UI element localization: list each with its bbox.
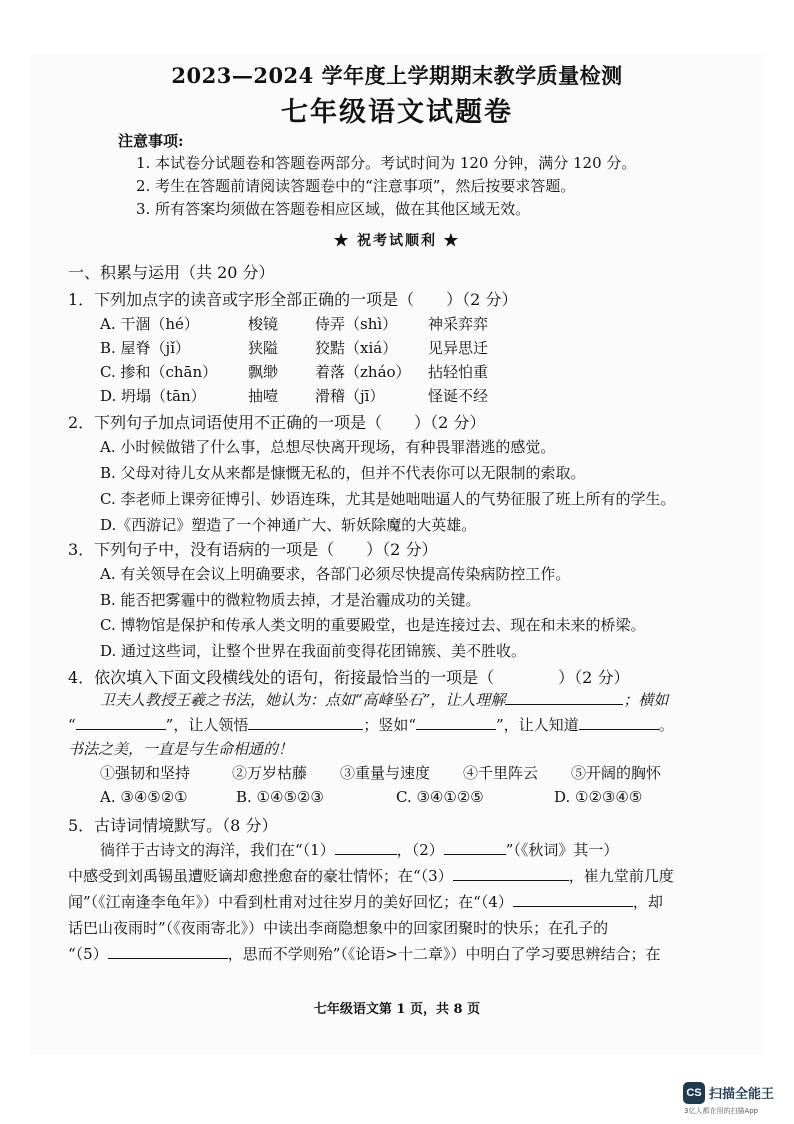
q1-option-a-word1: A. 干涸（hé） xyxy=(100,315,199,333)
q4-passage-line3: 书法之美，一直是与生命相通的！ xyxy=(68,740,294,758)
q4-choice-2: ②万岁枯藤 xyxy=(232,764,308,782)
q1-option-b-word4: 见异思迁 xyxy=(428,339,489,357)
q4-answer-d: D. ①②③④⑤ xyxy=(554,788,643,806)
answer-blank xyxy=(416,715,496,730)
note-item: 2. 考生在答题前请阅读答题卷中的“注意事项”，然后按要求答题。 xyxy=(136,177,576,195)
q2-option-b: B. 父母对待儿女从来都是慷慨无私的，但并不代表你可以无限制的索取。 xyxy=(100,464,586,482)
q1-option-c-word4: 拈轻怕重 xyxy=(428,363,489,381)
q1-option-a-word2: 梭镜 xyxy=(248,315,279,333)
camscanner-tagline: 3亿人都在用的扫描App xyxy=(684,1107,759,1115)
page-footer: 七年级语文第 1 页，共 8 页 xyxy=(313,1002,481,1017)
q5-line3: 闻”（《江南逢李龟年》）中看到杜甫对过往岁月的美好回忆；在“（4） ，却 xyxy=(68,893,663,911)
answer-blank xyxy=(248,715,363,730)
answer-blank xyxy=(453,866,569,881)
answer-blank xyxy=(505,690,623,705)
q1-option-b-word3: 狡黠（xiá） xyxy=(315,339,398,357)
q1-option-d-word3: 滑稽（jī） xyxy=(315,387,385,405)
answer-blank xyxy=(108,944,228,959)
q1-option-d-word2: 抽噎 xyxy=(248,387,279,405)
answer-blank xyxy=(76,715,166,730)
q4-choice-5: ⑤开阔的胸怀 xyxy=(571,764,662,782)
q3-option-c: C. 博物馆是保护和传承人类文明的重要殿堂，也是连接过去、现在和未来的桥梁。 xyxy=(100,616,646,634)
q3-option-d: D. 通过这些词，让整个世界在我面前变得花团锦簇、美不胜收。 xyxy=(100,642,527,660)
section-heading: 一、积累与运用（共 20 分） xyxy=(68,263,275,282)
q4-answer-b: B. ①④⑤②③ xyxy=(236,788,324,806)
q2-option-c: C. 李老师上课旁征博引、妙语连珠，尤其是她咄咄逼人的气势征服了班上所有的学生。 xyxy=(100,490,676,508)
q1-option-c-word1: C. 掺和（chān） xyxy=(100,363,218,381)
q4-answer-a: A. ③④⑤②① xyxy=(100,788,188,806)
q4-choice-3: ③重量与速度 xyxy=(340,764,431,782)
q1-option-a-word4: 神采弈弈 xyxy=(428,315,489,333)
q3-option-a: A. 有关领导在会议上明确要求，各部门必须尽快提高传染病防控工作。 xyxy=(100,565,571,583)
answer-blank xyxy=(335,840,397,855)
answer-blank xyxy=(513,892,633,907)
answer-blank xyxy=(579,715,659,730)
question-4-stem: 4．依次填入下面文段横线处的语句，衔接最恰当的一项是（ ）（2 分） xyxy=(68,668,630,687)
q2-option-d: D.《西游记》塑造了一个神通广大、斩妖除魔的大英雄。 xyxy=(100,516,477,534)
question-5-stem: 5．古诗词情境默写。（8 分） xyxy=(68,816,278,835)
q4-passage-line2: “ ”，让人领悟 ；竖如“ ”，让人知道 。 xyxy=(68,716,674,734)
q1-option-a-word3: 侍弄（shì） xyxy=(315,315,398,333)
camscanner-logo-icon: CS xyxy=(683,1082,705,1104)
notes-heading: 注意事项: xyxy=(118,132,184,150)
q3-option-b: B. 能否把雾霾中的微粒物质去掉，才是治霾成功的关键。 xyxy=(100,591,481,609)
question-2-stem: 2．下列句子加点词语使用不正确的一项是（ ）（2 分） xyxy=(68,413,486,432)
exam-subtitle: 七年级语文试题卷 xyxy=(281,97,513,128)
q5-line5: “（5） ，思而不学则殆”（《论语>十二章》）中明白了学习要思辨结合；在 xyxy=(68,945,661,963)
q5-line2: 中感受到刘禹锡虽遭贬谪却愈挫愈奋的豪壮情怀；在“（3） ，崔九堂前几度 xyxy=(68,867,674,885)
exam-title: 2023—2024 学年度上学期期末教学质量检测 xyxy=(171,63,623,88)
q1-option-c-word2: 飘缈 xyxy=(248,363,279,381)
q2-option-a: A. 小时候做错了什么事，总想尽快离开现场，有种畏罪潜逃的感觉。 xyxy=(100,438,556,456)
q1-option-b-word2: 狭隘 xyxy=(248,339,279,357)
note-item: 3. 所有答案均须做在答题卷相应区域，做在其他区域无效。 xyxy=(136,200,531,218)
q4-answer-c: C. ③④①②⑤ xyxy=(396,788,484,806)
note-item: 1. 本试卷分试题卷和答题卷两部分。考试时间为 120 分钟，满分 120 分。 xyxy=(136,154,637,172)
camscanner-name: 扫描全能王 xyxy=(709,1087,775,1102)
q4-choice-1: ①强韧和坚持 xyxy=(100,764,191,782)
q4-choice-4: ④千里阵云 xyxy=(463,764,539,782)
q1-option-c-word3: 着落（zháo） xyxy=(315,363,411,381)
answer-blank xyxy=(444,840,506,855)
q1-option-d-word4: 怪诞不经 xyxy=(428,387,489,405)
q1-option-b-word1: B. 屋脊（jǐ） xyxy=(100,339,191,357)
question-3-stem: 3．下列句子中，没有语病的一项是（ ）（2 分） xyxy=(68,540,438,559)
q5-line4: 话巴山夜雨时”（《夜雨寄北》）中读出李商隐想象中的回家团聚时的快乐；在孔子的 xyxy=(68,919,609,937)
q4-passage-line1: 卫夫人教授王羲之书法，她认为：点如“高峰坠石”，让人理解 ；横如 xyxy=(100,691,669,709)
q5-line1: 徜徉于古诗文的海洋，我们在“（1） ，（2） ”（《秋词》其一） xyxy=(100,841,619,859)
q1-option-d-word1: D. 坍塌（tān） xyxy=(100,387,206,405)
question-1-stem: 1．下列加点字的读音或字形全部正确的一项是（ ）（2 分） xyxy=(68,290,518,309)
good-luck-banner: ★ 祝考试顺利 ★ xyxy=(334,233,460,249)
